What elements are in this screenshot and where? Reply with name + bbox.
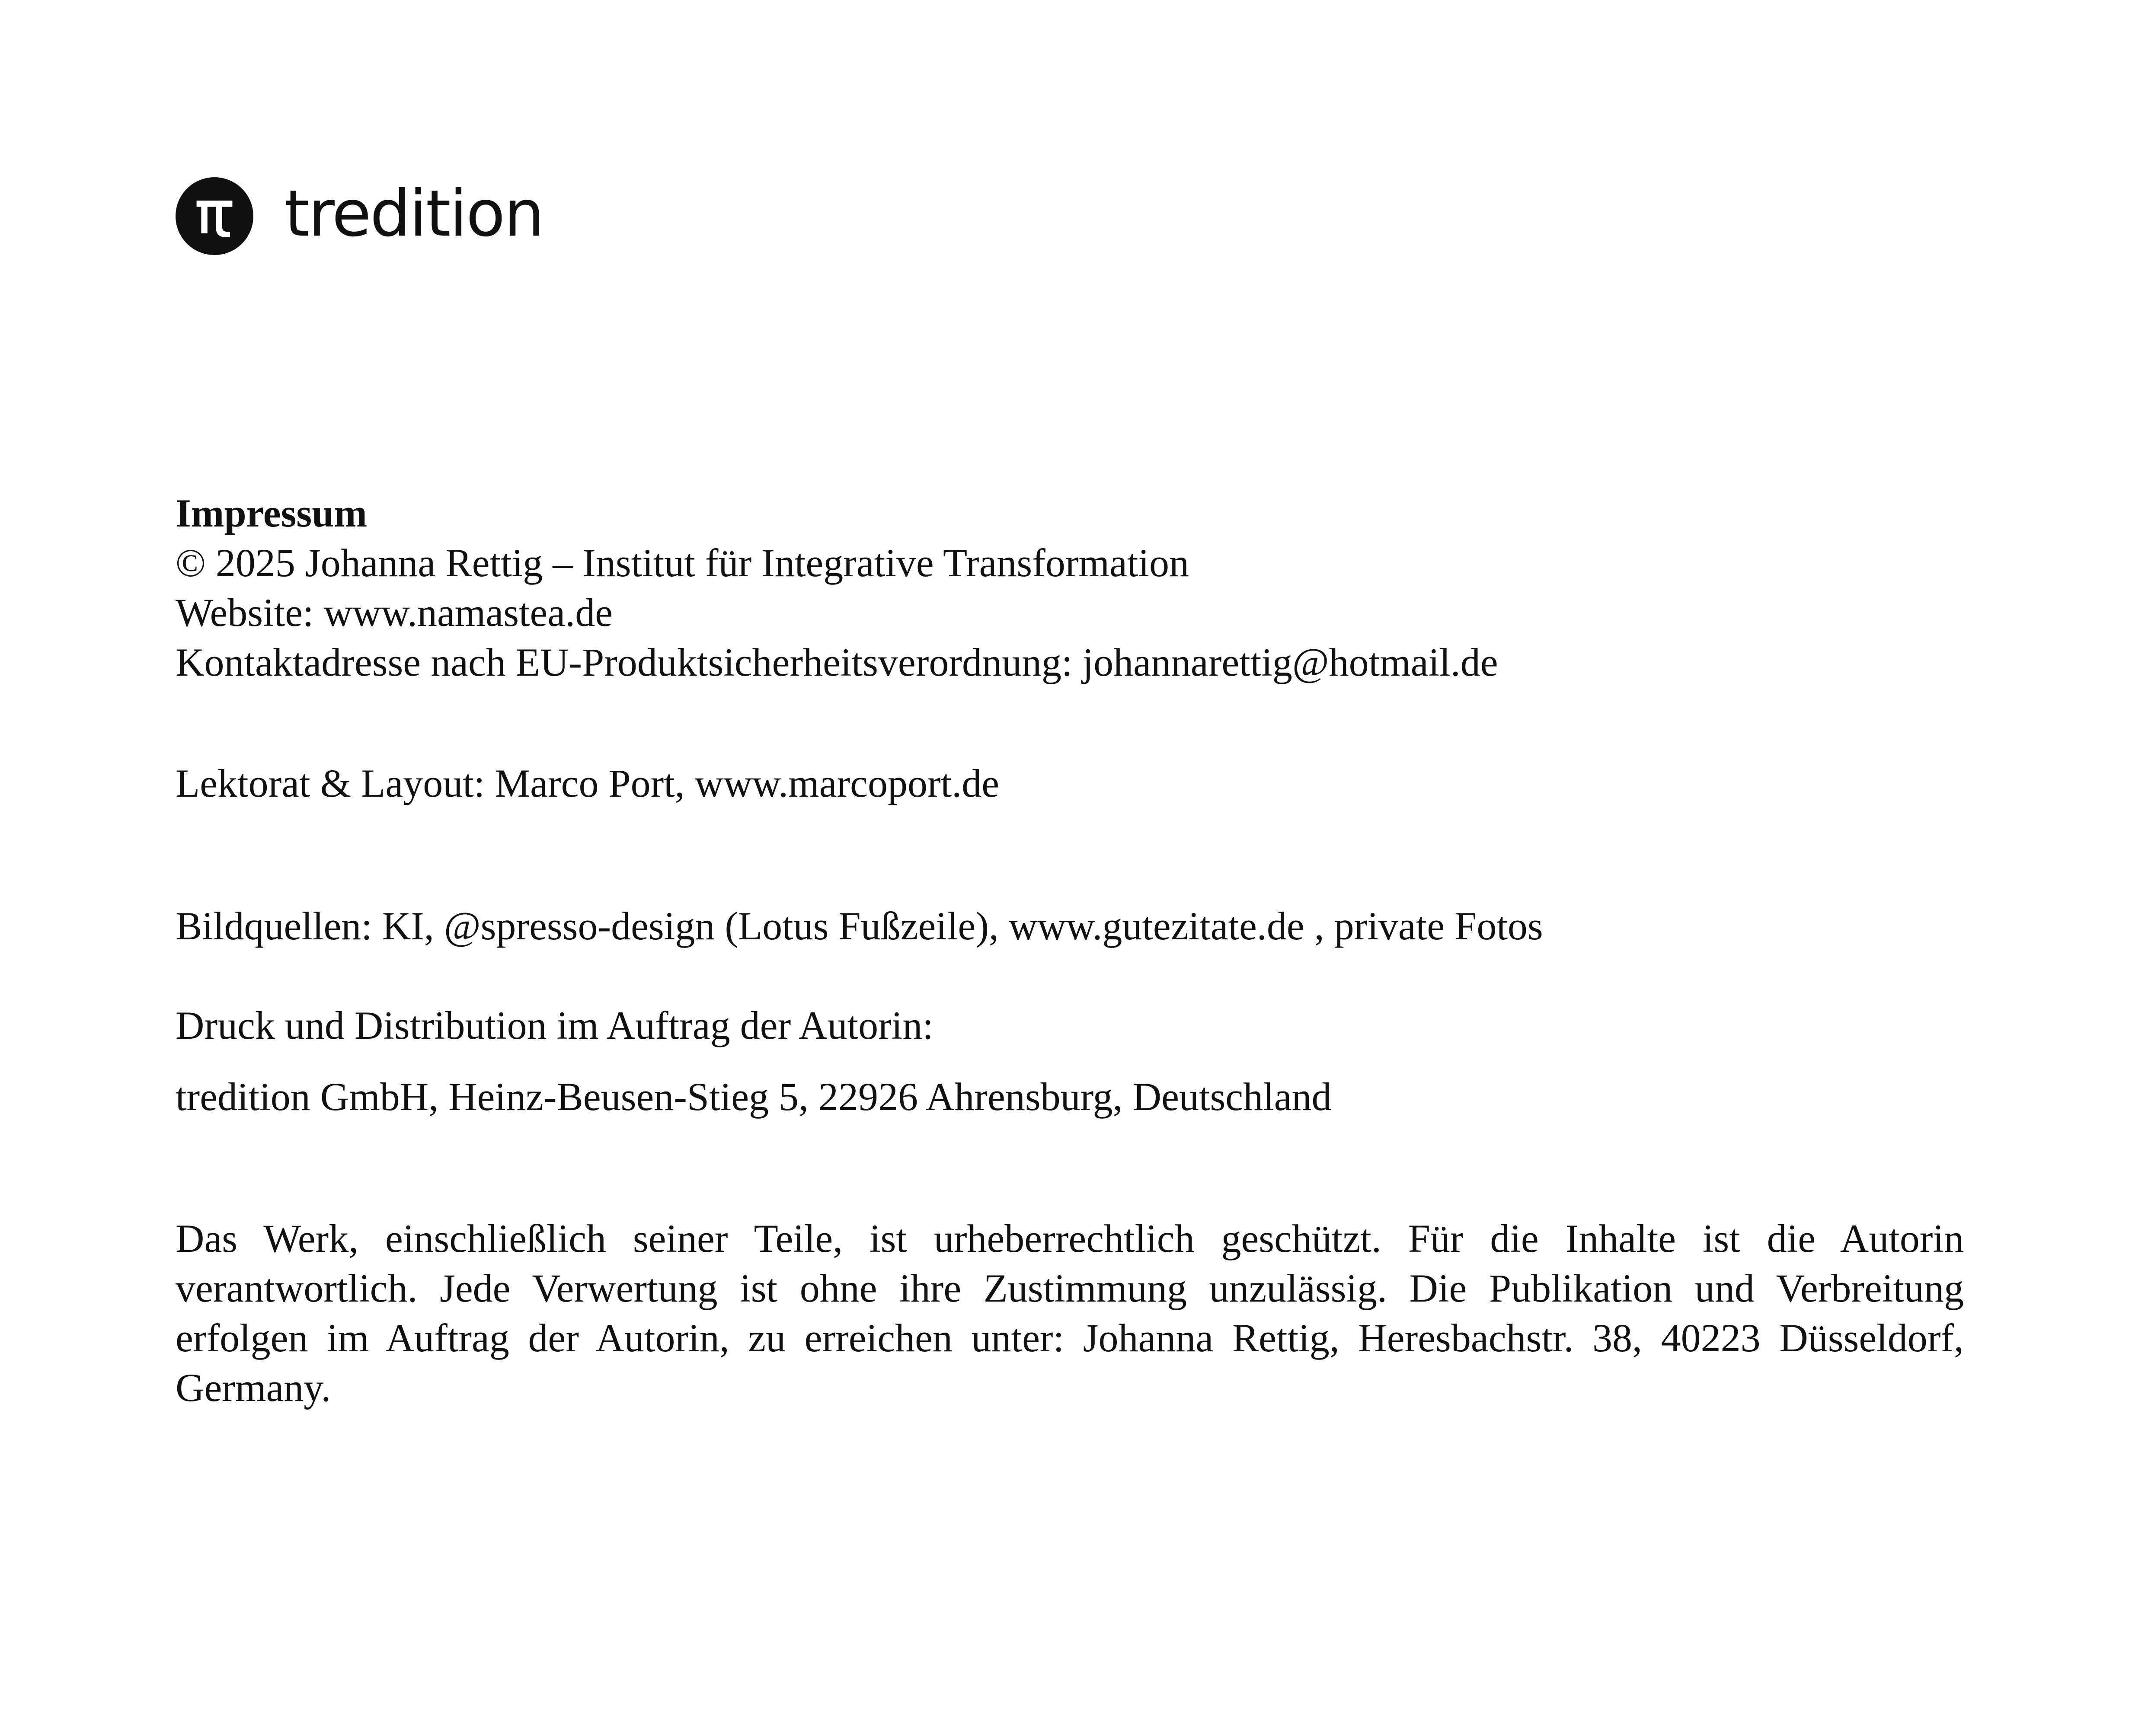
publisher-logo: [176, 177, 543, 255]
impressum-heading: Impressum: [176, 491, 368, 535]
print-heading-line: Druck und Distribution im Auftrag der Autorin:: [176, 1003, 933, 1047]
copyright-line: © 2025 Johanna Rettig – Institut für Integrative Transformation: [176, 541, 1189, 585]
logo-wordmark: tredition: [285, 176, 543, 251]
tredition-logo-icon: [176, 177, 253, 255]
contact-line: Kontaktadresse nach EU-Produktsicherheitsverordnung: johannarettig@hotmail.de: [176, 640, 1498, 684]
editing-line: Lektorat & Layout: Marco Port, www.marcoport.de: [176, 761, 1000, 805]
image-sources-line: Bildquellen: KI, @spresso-design (Lotus Fußzeile), www.gutezitate.de , private Fotos: [176, 904, 1543, 948]
legal-paragraph: Das Werk, einschließlich seiner Teile, ist urheberrechtlich geschützt. Für die Inhalte ist die Autorin verantwortlich. Jede Verwertung ist ohne ihre Zustimmung unzulässig. Die Publikation und Verbreitung erfolgen im Auftrag der Autorin, zu erreichen unter: Johanna Rettig, Heresbachstr. 38, 40223 Düsseldorf, Germany.: [176, 1216, 1964, 1410]
website-line: Website: www.namastea.de: [176, 590, 613, 635]
print-address-line: tredition GmbH, Heinz-Beusen-Stieg 5, 22926 Ahrensburg, Deutschland: [176, 1075, 1332, 1119]
